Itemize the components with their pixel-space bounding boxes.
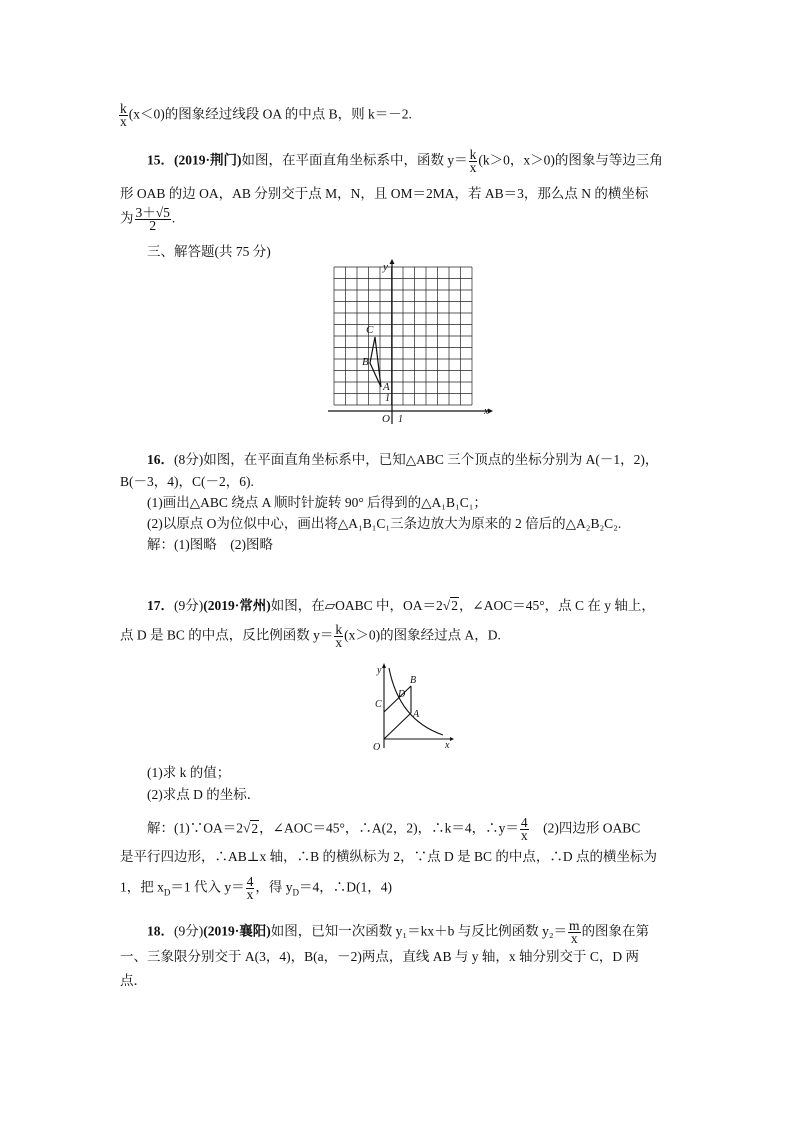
numerator: k — [469, 147, 477, 162]
axes — [328, 262, 488, 424]
text: ＝1 代入 y＝ — [170, 879, 245, 895]
label-d: D — [398, 689, 406, 700]
sqrt-sign: √ — [442, 598, 451, 613]
q17-solution-line-3 — [120, 876, 392, 901]
subscript: D — [292, 887, 299, 898]
label-c: C — [375, 699, 382, 710]
q17-line-1 — [147, 597, 655, 615]
num-part: 3＋ — [135, 205, 156, 220]
text: (2)四边形 OABC — [529, 820, 641, 836]
q15-line-2: 形 OAB 的边 OA，AB 分别交于点 M，N，且 OM＝2MA，若 AB＝3，那么点 N 的横坐标 — [120, 186, 649, 201]
answer-fraction — [135, 207, 171, 232]
label-one-y: 1 — [385, 393, 390, 404]
denominator: x — [520, 828, 528, 843]
text: 1，把 x — [120, 879, 164, 895]
label-origin: O — [373, 742, 381, 753]
q16-solution: 解：(1)图略 (2)图略 — [147, 537, 273, 552]
q17-source: (2019·常州) — [203, 598, 271, 613]
q16-figure — [326, 258, 496, 426]
text: 为 — [120, 210, 134, 226]
label-origin: O — [382, 413, 390, 425]
text: 点 D 是 BC 的中点，反比例函数 y＝ — [120, 627, 334, 643]
y-arrow — [382, 663, 386, 668]
grid-lines — [334, 267, 472, 405]
subscript: D — [163, 887, 171, 898]
q16-line-2: B(－3，4)，C(－2，6). — [120, 474, 254, 489]
q15-line-3 — [120, 207, 175, 232]
denominator: x — [335, 635, 343, 650]
numerator: k — [335, 622, 343, 637]
fraction-k-over-x — [334, 624, 343, 649]
points: (9分) — [174, 598, 204, 613]
label-a: A — [383, 381, 390, 393]
denominator: x — [570, 931, 578, 946]
numerator: m — [569, 918, 580, 933]
text: ＝4，∴D(1，4) — [299, 879, 392, 895]
sqrt-value: 2 — [251, 820, 259, 836]
label-a: A — [413, 709, 420, 720]
denominator: 2 — [149, 218, 157, 233]
sqrt-sign: √ — [243, 820, 251, 836]
y-arrow — [390, 259, 395, 264]
num-sqrt: √5 — [155, 205, 170, 220]
fraction-k-over-x — [119, 103, 128, 128]
q17-solution-line-2: 是平行四边形，∴AB⊥x 轴，∴B 的横纵标为 2，∵点 D 是 BC 的中点，∴D 点的横坐标为 — [120, 849, 657, 864]
text: . — [171, 210, 176, 226]
label-b: B — [362, 356, 369, 368]
text: ，∠AOC＝45°，点 C 在 y 轴上， — [458, 598, 655, 613]
q15-number: 15． — [147, 152, 174, 168]
q17-solution-line-1 — [147, 817, 640, 842]
text: 解：(1)∵OA＝2 — [147, 820, 243, 836]
denominator: x — [246, 887, 254, 902]
triangle-abc — [370, 337, 381, 387]
segment-oa — [384, 713, 411, 739]
text: (k＞0，x＞0)的图象与等边三角 — [478, 152, 663, 168]
text: ，得 y — [255, 879, 293, 895]
denominator: x — [120, 114, 127, 129]
q16-part-1: (1)画出△ABC 绕点 A 顺时针旋转 90° 后得到的△A₁B₁C₁； — [147, 495, 487, 510]
text: 的图象在第 — [581, 923, 650, 939]
x-arrow — [450, 737, 454, 741]
q15-line-1 — [147, 149, 663, 174]
fraction-m-over-x — [568, 920, 581, 945]
sqrt-value: 2 — [451, 598, 458, 613]
text: 如图，在▱OABC 中，OA＝2 — [270, 598, 443, 613]
q18-number: 18． — [147, 923, 174, 939]
q16-line-1 — [147, 451, 658, 469]
denominator: x — [469, 160, 477, 175]
text: ，∠AOC＝45°，∴A(2，2)，∴k＝4，∴y＝ — [259, 820, 519, 836]
q15-source: (2019·荆门) — [174, 152, 242, 168]
label-y: y — [377, 665, 382, 676]
text: (x＞0)的图象经过点 A，D. — [344, 627, 501, 643]
text: 如图，已知一次函数 y₁＝kx＋b 与反比例函数 y₂＝ — [270, 923, 568, 939]
q16-number: 16． — [147, 452, 174, 467]
numerator: 4 — [246, 874, 254, 889]
text: (8分)如图，在平面直角坐标系中，已知△ABC 三个顶点的坐标分别为 A(－1，2)， — [174, 452, 659, 467]
label-b: B — [410, 675, 417, 686]
numerator: 4 — [520, 815, 528, 830]
points: (9分) — [174, 923, 204, 939]
q17-number: 17． — [147, 598, 174, 613]
label-x: x — [484, 406, 489, 417]
continuation-line — [118, 103, 412, 128]
q17-part-2: (2)求点 D 的坐标． — [147, 787, 261, 802]
section-heading: 三、解答题(共 75 分) — [147, 244, 271, 259]
label-one-x: 1 — [398, 414, 403, 425]
text: 如图，在平面直角坐标系中，函数 y＝ — [241, 152, 468, 168]
text: (x＜0)的图象经过线段 OA 的中点 B，则 k＝－2. — [128, 106, 412, 122]
q17-line-2 — [120, 624, 501, 649]
numerator: k — [120, 101, 127, 116]
label-c: C — [366, 324, 374, 336]
fraction-4-over-x — [246, 876, 255, 901]
q18-source: (2019·襄阳) — [203, 923, 271, 939]
q16-part-2: (2)以原点 O为位似中心，画出将△A₁B₁C₁三条边放大为原来的 2 倍后的△A₂B₂C₂. — [147, 516, 622, 531]
x-arrow — [488, 409, 493, 414]
label-y: y — [383, 261, 388, 273]
q18-line-1 — [147, 920, 649, 945]
label-x: x — [445, 740, 450, 751]
q18-line-3: 点． — [120, 973, 147, 988]
q17-part-1: (1)求 k 的值； — [147, 765, 231, 780]
q18-line-2: 一、三象限分别交于 A(3，4)，B(a，－2)两点，直线 AB 与 y 轴，x 轴分别交于 C，D 两 — [120, 949, 639, 964]
fraction-k-over-x — [469, 149, 478, 174]
fraction-4-over-x — [520, 817, 529, 842]
q17-figure — [368, 662, 458, 752]
